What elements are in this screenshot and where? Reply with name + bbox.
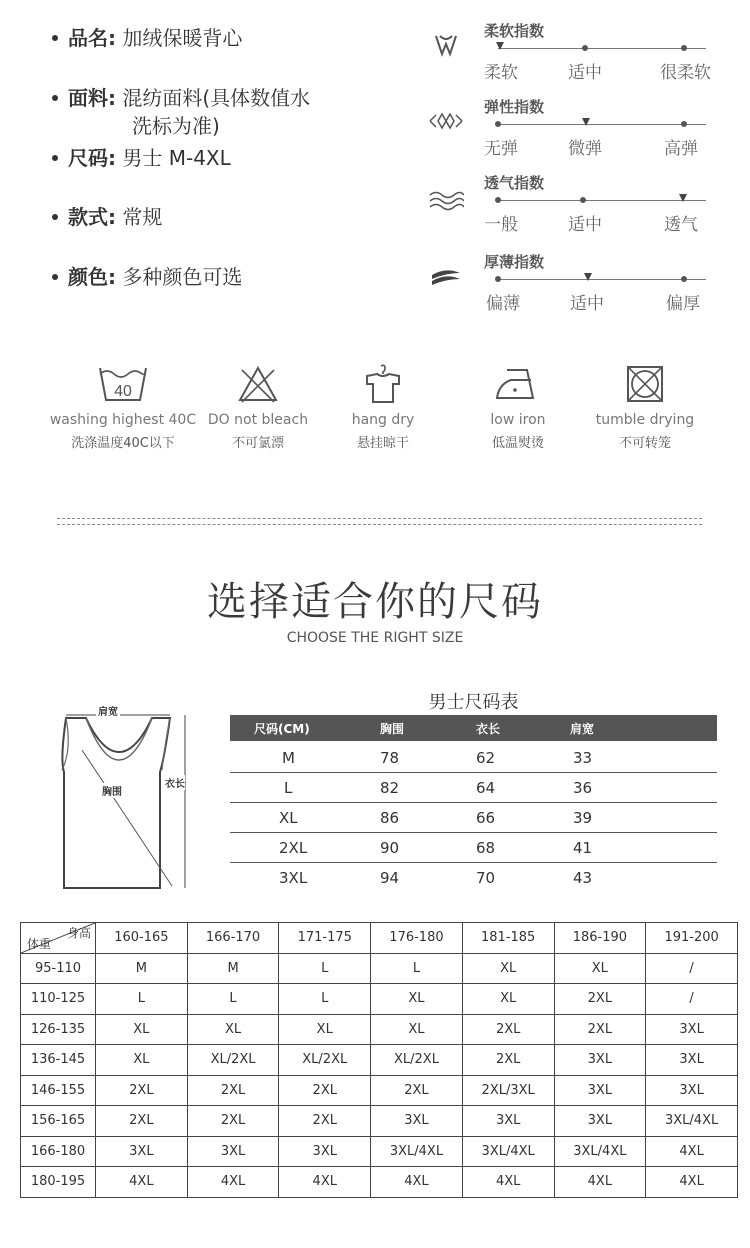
- spec-key: 颜色:: [68, 265, 116, 289]
- table-row: [21, 1075, 738, 1106]
- header-shoulder: 肩宽: [570, 722, 595, 736]
- header-size: 尺码(CM): [254, 722, 310, 736]
- size-cell: XL: [462, 953, 554, 984]
- size-cell: 2XL: [279, 1106, 371, 1137]
- size-cell: XL/2XL: [187, 1045, 279, 1076]
- wash-temp-text: 40: [114, 383, 132, 400]
- care-en: tumble drying: [595, 412, 695, 428]
- weight-cell: 156-165: [21, 1106, 96, 1137]
- spec-value: 男士 M-4XL: [122, 146, 231, 170]
- table-row: [230, 772, 717, 803]
- cell-shoulder: 33: [573, 749, 593, 767]
- index-scale: [498, 200, 706, 201]
- cell-length: 62: [476, 749, 496, 767]
- index-point: [681, 276, 687, 282]
- size-cell: L: [371, 953, 463, 984]
- index-label: 柔软: [484, 63, 518, 83]
- index-point: [681, 45, 687, 51]
- size-cell: L: [279, 953, 371, 984]
- table-row: [21, 984, 738, 1015]
- care-en: low iron: [490, 412, 546, 428]
- index-marker: [584, 273, 592, 281]
- spec-key: 品名:: [68, 26, 116, 50]
- size-cell: 2XL: [462, 1014, 554, 1045]
- cell-chest: 94: [380, 869, 400, 887]
- spec-style: [52, 203, 162, 231]
- weight-cell: 166-180: [21, 1136, 96, 1167]
- spec-value-cont: 洗标为准): [132, 114, 220, 138]
- size-cell: XL: [187, 1014, 279, 1045]
- index-scale: [498, 48, 706, 49]
- cell-length: 66: [476, 809, 496, 827]
- size-cell: L: [187, 984, 279, 1015]
- index-point: [580, 197, 586, 203]
- corner-weight-label: 体重: [27, 936, 52, 951]
- diagram-label-length: 衣长: [165, 775, 185, 790]
- weight-cell: 180-195: [21, 1167, 96, 1198]
- care-cn: 洗涤温度40C以下: [71, 436, 175, 451]
- index-marker: [582, 118, 590, 126]
- table-row: [21, 1106, 738, 1137]
- cell-length: 68: [476, 839, 496, 857]
- index-label: 透气: [664, 215, 698, 235]
- divider: [57, 524, 702, 525]
- size-cell: XL/2XL: [279, 1045, 371, 1076]
- corner-height-label: 身高: [66, 926, 91, 940]
- height-header: 191-200: [646, 923, 738, 954]
- index-point: [495, 276, 501, 282]
- size-cell: XL/2XL: [371, 1045, 463, 1076]
- size-cell: 2XL: [96, 1075, 188, 1106]
- cell-shoulder: 41: [573, 839, 593, 857]
- table-row: [21, 1045, 738, 1076]
- index-label: 适中: [568, 63, 602, 83]
- size-cell: 2XL: [462, 1045, 554, 1076]
- index-label: 偏薄: [486, 294, 520, 314]
- size-cell: 2XL: [554, 984, 646, 1015]
- weight-cell: 146-155: [21, 1075, 96, 1106]
- index-label: 适中: [568, 215, 602, 235]
- index-title: 弹性指数: [484, 98, 545, 116]
- no-tumble-dry-icon: [623, 362, 667, 406]
- care-cn: 低温熨烫: [491, 436, 544, 451]
- tank-top-diagram: [52, 700, 192, 895]
- table-row: [21, 1014, 738, 1045]
- cell-length: 70: [476, 869, 496, 887]
- hang-dry-icon: [361, 362, 405, 406]
- weight-cell: 110-125: [21, 984, 96, 1015]
- index-label: 高弹: [664, 139, 698, 159]
- size-cell: 3XL: [279, 1136, 371, 1167]
- index-marker: [496, 42, 504, 50]
- size-cell: XL: [96, 1045, 188, 1076]
- thickness-icon: [428, 265, 464, 291]
- size-cell: 3XL: [646, 1075, 738, 1106]
- weight-cell: 95-110: [21, 953, 96, 984]
- cell-chest: 82: [380, 779, 400, 797]
- table-row: [21, 1167, 738, 1198]
- table-row: [21, 1136, 738, 1167]
- size-cell: 3XL/4XL: [646, 1106, 738, 1137]
- height-header: 176-180: [371, 923, 463, 954]
- index-label: 无弹: [484, 139, 518, 159]
- index-point: [582, 45, 588, 51]
- height-header: 186-190: [554, 923, 646, 954]
- wash-40-icon: [96, 362, 150, 406]
- bullet: [52, 274, 58, 280]
- grid-corner: [21, 923, 96, 954]
- diagram-label-shoulder: 肩宽: [96, 703, 120, 718]
- size-cell: 4XL: [96, 1167, 188, 1198]
- cell-shoulder: 43: [573, 869, 593, 887]
- size-cell: L: [96, 984, 188, 1015]
- size-cell: 3XL: [554, 1075, 646, 1106]
- table-row: [230, 802, 717, 833]
- size-cell: 4XL: [371, 1167, 463, 1198]
- cell-size: 2XL: [279, 839, 308, 857]
- size-cell: 4XL: [279, 1167, 371, 1198]
- spec-value: 加绒保暖背心: [122, 26, 243, 50]
- cell-chest: 78: [380, 749, 400, 767]
- spec-key: 面料:: [68, 86, 116, 110]
- index-label: 很柔软: [660, 63, 711, 83]
- cell-size: XL: [279, 809, 298, 827]
- table-row: [230, 862, 717, 892]
- index-label: 一般: [484, 215, 518, 235]
- size-cell: XL: [96, 1014, 188, 1045]
- index-label: 适中: [570, 294, 604, 314]
- index-point: [681, 121, 687, 127]
- index-scale: [498, 124, 706, 125]
- divider: [57, 518, 702, 519]
- size-cell: 3XL: [371, 1106, 463, 1137]
- size-cell: 2XL: [279, 1075, 371, 1106]
- weight-height-grid: [20, 922, 738, 1198]
- table-row: [230, 742, 717, 773]
- stretch-icon: [428, 108, 464, 134]
- care-en: washing highest 40C: [49, 412, 197, 428]
- index-marker: [679, 194, 687, 202]
- size-cell: XL: [371, 984, 463, 1015]
- table-row: [230, 832, 717, 863]
- spec-value: 常规: [122, 205, 163, 229]
- weight-cell: 136-145: [21, 1045, 96, 1076]
- section-title: 选择适合你的尺码: [207, 579, 543, 625]
- size-cell: 3XL/4XL: [371, 1136, 463, 1167]
- spec-key: 尺码:: [68, 146, 116, 170]
- size-cell: 2XL: [96, 1106, 188, 1137]
- diagram-label-chest: 胸围: [102, 783, 122, 798]
- cell-size: L: [284, 779, 293, 797]
- grid-header-row: [21, 923, 738, 954]
- size-cell: 3XL: [554, 1045, 646, 1076]
- height-header: 181-185: [462, 923, 554, 954]
- header-chest: 胸围: [380, 722, 405, 736]
- size-cell: 2XL: [187, 1075, 279, 1106]
- cell-shoulder: 36: [573, 779, 593, 797]
- cell-length: 64: [476, 779, 496, 797]
- weight-cell: 126-135: [21, 1014, 96, 1045]
- size-cell: /: [646, 984, 738, 1015]
- size-cell: 3XL: [187, 1136, 279, 1167]
- size-cell: 4XL: [554, 1167, 646, 1198]
- index-title: 柔软指数: [484, 22, 545, 40]
- cell-chest: 86: [380, 809, 400, 827]
- size-cell: 2XL/3XL: [462, 1075, 554, 1106]
- height-header: 171-175: [279, 923, 371, 954]
- care-en: hang dry: [351, 412, 415, 428]
- size-cell: L: [279, 984, 371, 1015]
- size-cell: 2XL: [554, 1014, 646, 1045]
- size-cell: 4XL: [646, 1167, 738, 1198]
- bullet: [52, 35, 58, 41]
- spec-color: [52, 263, 242, 291]
- spec-name: [52, 24, 242, 52]
- size-cell: 3XL: [554, 1106, 646, 1137]
- bullet: [52, 95, 58, 101]
- size-cell: 3XL/4XL: [462, 1136, 554, 1167]
- size-cell: 3XL: [646, 1045, 738, 1076]
- cell-chest: 90: [380, 839, 400, 857]
- size-cell: 2XL: [371, 1075, 463, 1106]
- spec-key: 款式:: [68, 205, 116, 229]
- bullet: [52, 155, 58, 161]
- index-scale: [498, 279, 706, 280]
- size-cell: 3XL: [462, 1106, 554, 1137]
- spec-value: 多种颜色可选: [122, 265, 243, 289]
- no-bleach-icon: [236, 362, 280, 406]
- size-cell: XL: [371, 1014, 463, 1045]
- care-item-tumble: [565, 362, 725, 451]
- size-cell: 3XL: [96, 1136, 188, 1167]
- index-label: 微弹: [568, 139, 602, 159]
- care-en: DO not bleach: [207, 412, 309, 428]
- size-cell: XL: [554, 953, 646, 984]
- care-cn: 不可转笼: [618, 436, 671, 451]
- spec-value: 混纺面料(具体数值水: [122, 86, 311, 110]
- care-cn: 悬挂晾干: [356, 436, 409, 451]
- soft-icon: [428, 32, 464, 58]
- cell-size: 3XL: [279, 869, 308, 887]
- size-cell: M: [187, 953, 279, 984]
- section-subtitle: CHOOSE THE RIGHT SIZE: [286, 630, 464, 646]
- size-cell: /: [646, 953, 738, 984]
- height-header: 160-165: [96, 923, 188, 954]
- breathable-icon: [428, 187, 464, 213]
- size-cell: 3XL: [646, 1014, 738, 1045]
- index-label: 偏厚: [666, 294, 700, 314]
- index-point: [495, 121, 501, 127]
- low-iron-icon: [493, 362, 543, 406]
- size-cell: 2XL: [187, 1106, 279, 1137]
- care-cn: 不可氯漂: [231, 436, 284, 451]
- cell-shoulder: 39: [573, 809, 593, 827]
- size-table-title: 男士尺码表: [428, 692, 519, 713]
- spec-size: [52, 144, 231, 172]
- size-cell: XL: [279, 1014, 371, 1045]
- header-length: 衣长: [476, 722, 501, 736]
- cell-size: M: [282, 749, 295, 767]
- size-cell: M: [96, 953, 188, 984]
- size-cell: 4XL: [187, 1167, 279, 1198]
- size-cell: 4XL: [462, 1167, 554, 1198]
- size-table-header: [230, 715, 717, 741]
- size-cell: 4XL: [646, 1136, 738, 1167]
- size-cell: 3XL/4XL: [554, 1136, 646, 1167]
- index-title: 透气指数: [484, 174, 545, 192]
- spec-fabric: [52, 84, 310, 140]
- index-point: [495, 197, 501, 203]
- height-header: 166-170: [187, 923, 279, 954]
- size-cell: XL: [462, 984, 554, 1015]
- index-title: 厚薄指数: [484, 253, 545, 271]
- bullet: [52, 214, 58, 220]
- table-row: [21, 953, 738, 984]
